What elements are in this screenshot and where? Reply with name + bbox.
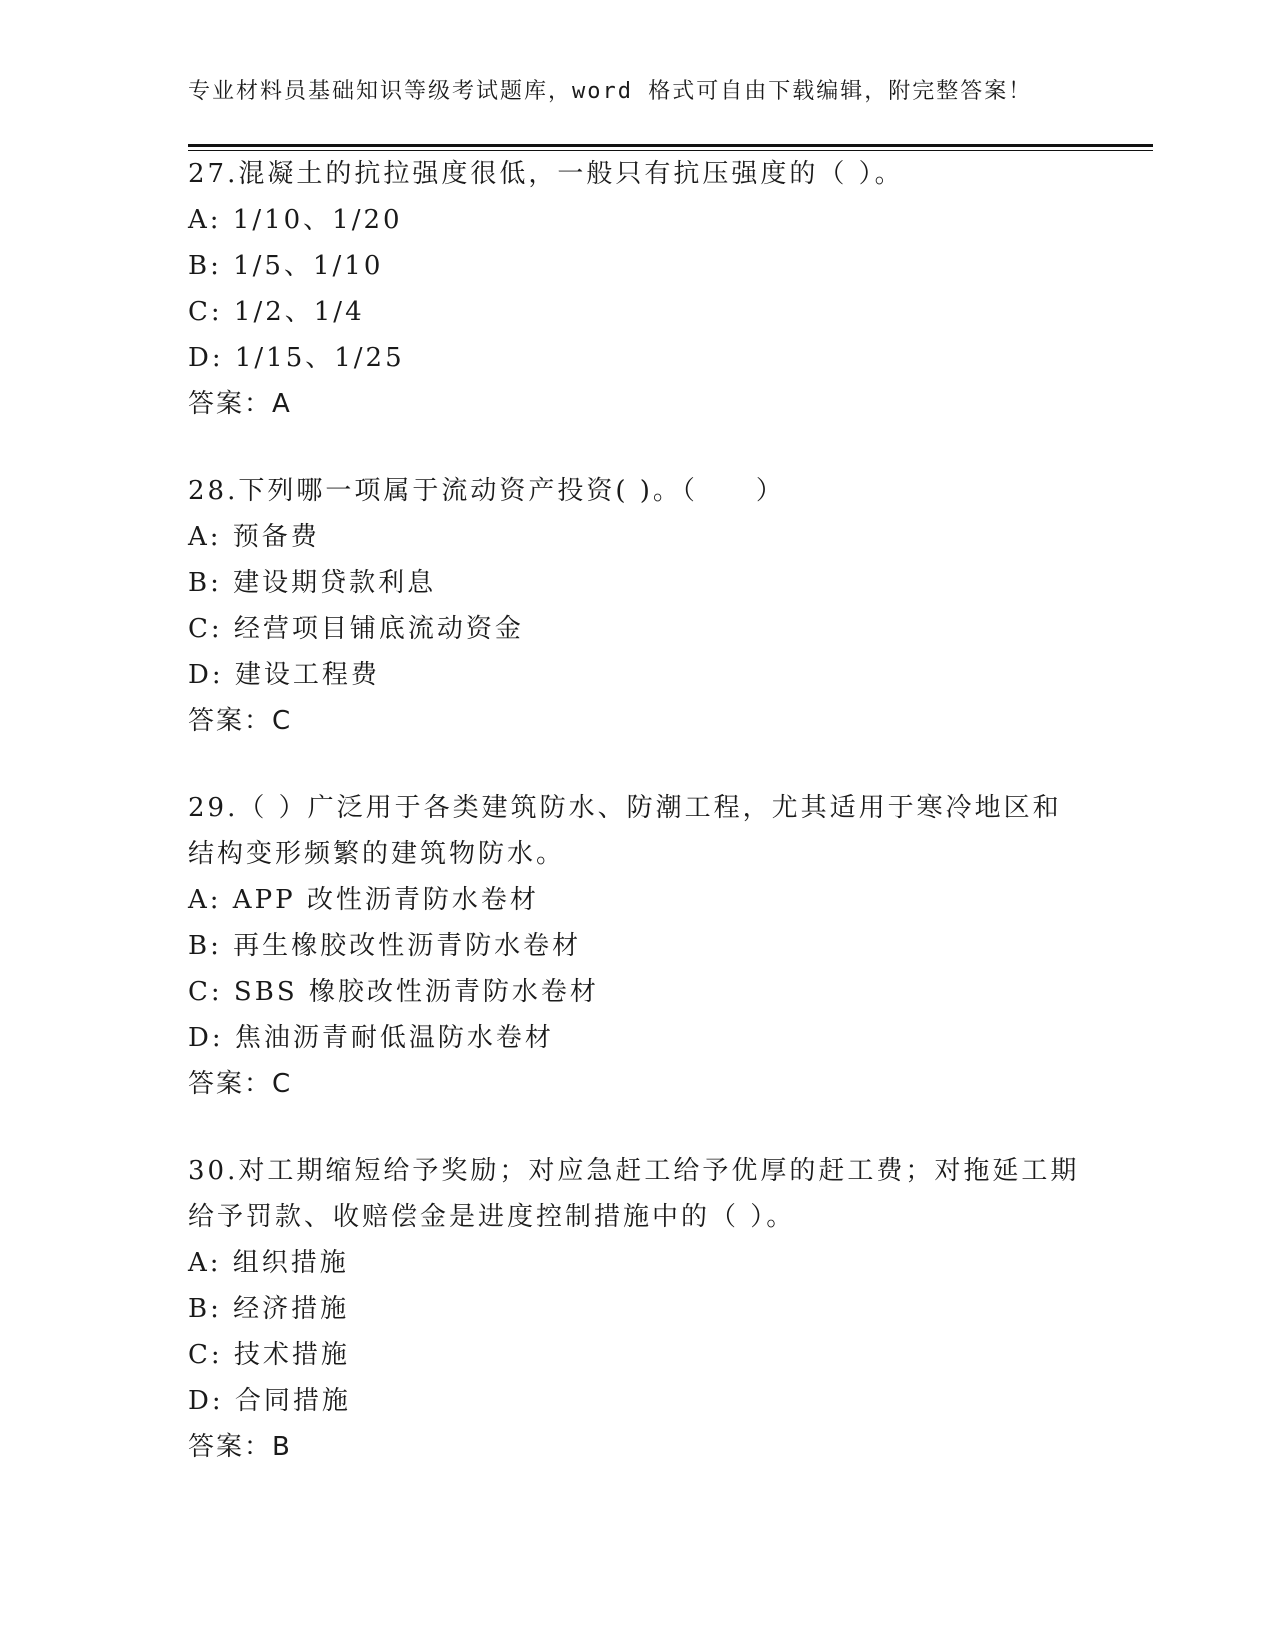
answer: 答案：B bbox=[188, 1432, 292, 1462]
option-b: B: 再生橡胶改性沥青防水卷材 bbox=[188, 931, 582, 961]
option-d: D: 1/15、1/25 bbox=[188, 343, 405, 373]
option-d: D: 建设工程费 bbox=[188, 660, 380, 690]
question-stem-line-2: 结构变形频繁的建筑物防水。 bbox=[188, 839, 566, 869]
question-30 bbox=[188, 1148, 1088, 1470]
option-a: A: 预备费 bbox=[188, 522, 320, 552]
header-rule-thick bbox=[188, 144, 1153, 147]
option-c: C: SBS 橡胶改性沥青防水卷材 bbox=[188, 977, 599, 1007]
question-stem: 28.下列哪一项属于流动资产投资( )。（ ） bbox=[188, 476, 785, 506]
option-c: C: 1/2、1/4 bbox=[188, 297, 365, 327]
answer: 答案：C bbox=[188, 1069, 293, 1099]
option-c: C: 技术措施 bbox=[188, 1340, 350, 1370]
option-a: A: 组织措施 bbox=[188, 1248, 349, 1278]
option-d: D: 合同措施 bbox=[188, 1386, 351, 1416]
answer: 答案：A bbox=[188, 389, 292, 419]
page-header: 专业材料员基础知识等级考试题库，word 格式可自由下载编辑，附完整答案！ bbox=[188, 79, 1033, 104]
question-stem-line-1: 29.（ ）广泛用于各类建筑防水、防潮工程，尤其适用于寒冷地区和 bbox=[188, 793, 1062, 823]
question-stem: 27.混凝土的抗拉强度很低，一般只有抗压强度的（ ）。 bbox=[188, 159, 904, 189]
question-stem-line-2: 给予罚款、收赔偿金是进度控制措施中的（ ）。 bbox=[188, 1202, 796, 1232]
question-stem-line-1: 30.对工期缩短给予奖励；对应急赶工给予优厚的赶工费；对拖延工期 bbox=[188, 1156, 1080, 1186]
option-b: B: 建设期贷款利息 bbox=[188, 568, 437, 598]
answer: 答案：C bbox=[188, 706, 293, 736]
question-29 bbox=[188, 785, 1088, 1107]
option-d: D: 焦油沥青耐低温防水卷材 bbox=[188, 1023, 554, 1053]
question-27 bbox=[188, 151, 1088, 427]
question-28 bbox=[188, 468, 1088, 744]
option-b: B: 经济措施 bbox=[188, 1294, 350, 1324]
option-a: A: 1/10、1/20 bbox=[188, 205, 403, 235]
option-a: A: APP 改性沥青防水卷材 bbox=[188, 885, 539, 915]
option-b: B: 1/5、1/10 bbox=[188, 251, 384, 281]
option-c: C: 经营项目铺底流动资金 bbox=[188, 614, 524, 644]
